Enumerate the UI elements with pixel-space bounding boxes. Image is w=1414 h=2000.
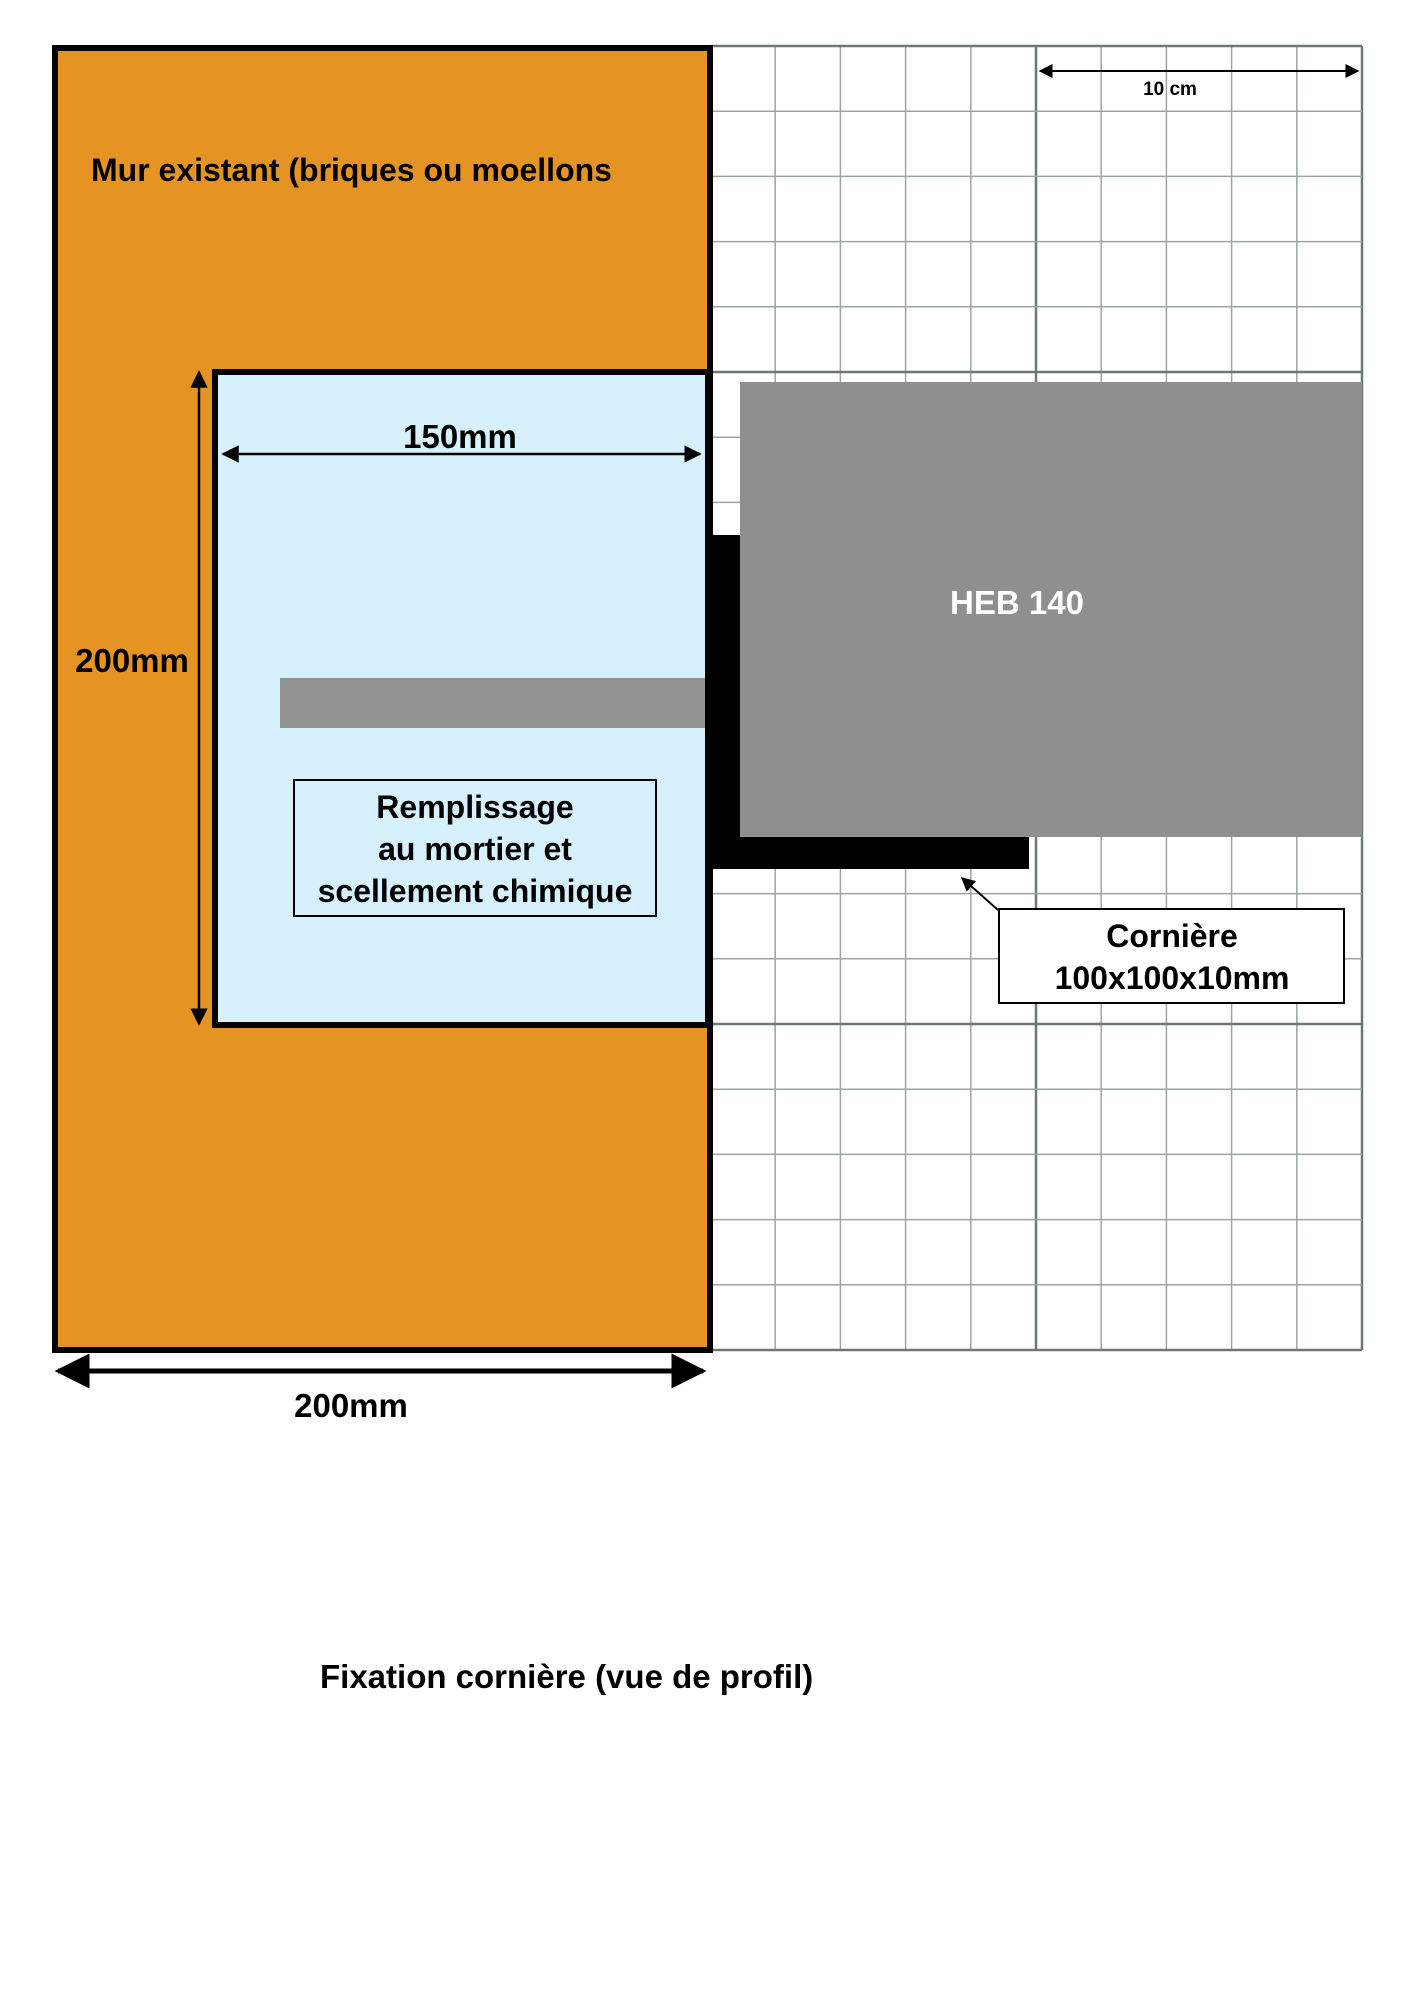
beam-label: HEB 140 [950,584,1084,621]
figure-caption: Fixation cornière (vue de profil) [320,1658,814,1695]
filling-label-line-3: scellement chimique [317,873,633,909]
wall-width-label: 200mm [294,1387,408,1424]
pocket-height-label: 200mm [75,642,189,679]
filling-label-line-1: Remplissage [376,789,574,825]
wall-label: Mur existant (briques ou moellons [91,152,612,188]
angle-vertical-leg [706,535,741,867]
anchor-bolt [280,678,705,728]
filling-label-line-2: au mortier et [378,831,572,867]
scale-dimension-label: 10 cm [1143,79,1197,100]
pocket-width-label: 150mm [403,418,517,455]
angle-horizontal-leg [706,837,1029,869]
angle-label-line-2: 100x100x10mm [1054,960,1290,996]
angle-label-line-1: Cornière [1106,918,1238,954]
